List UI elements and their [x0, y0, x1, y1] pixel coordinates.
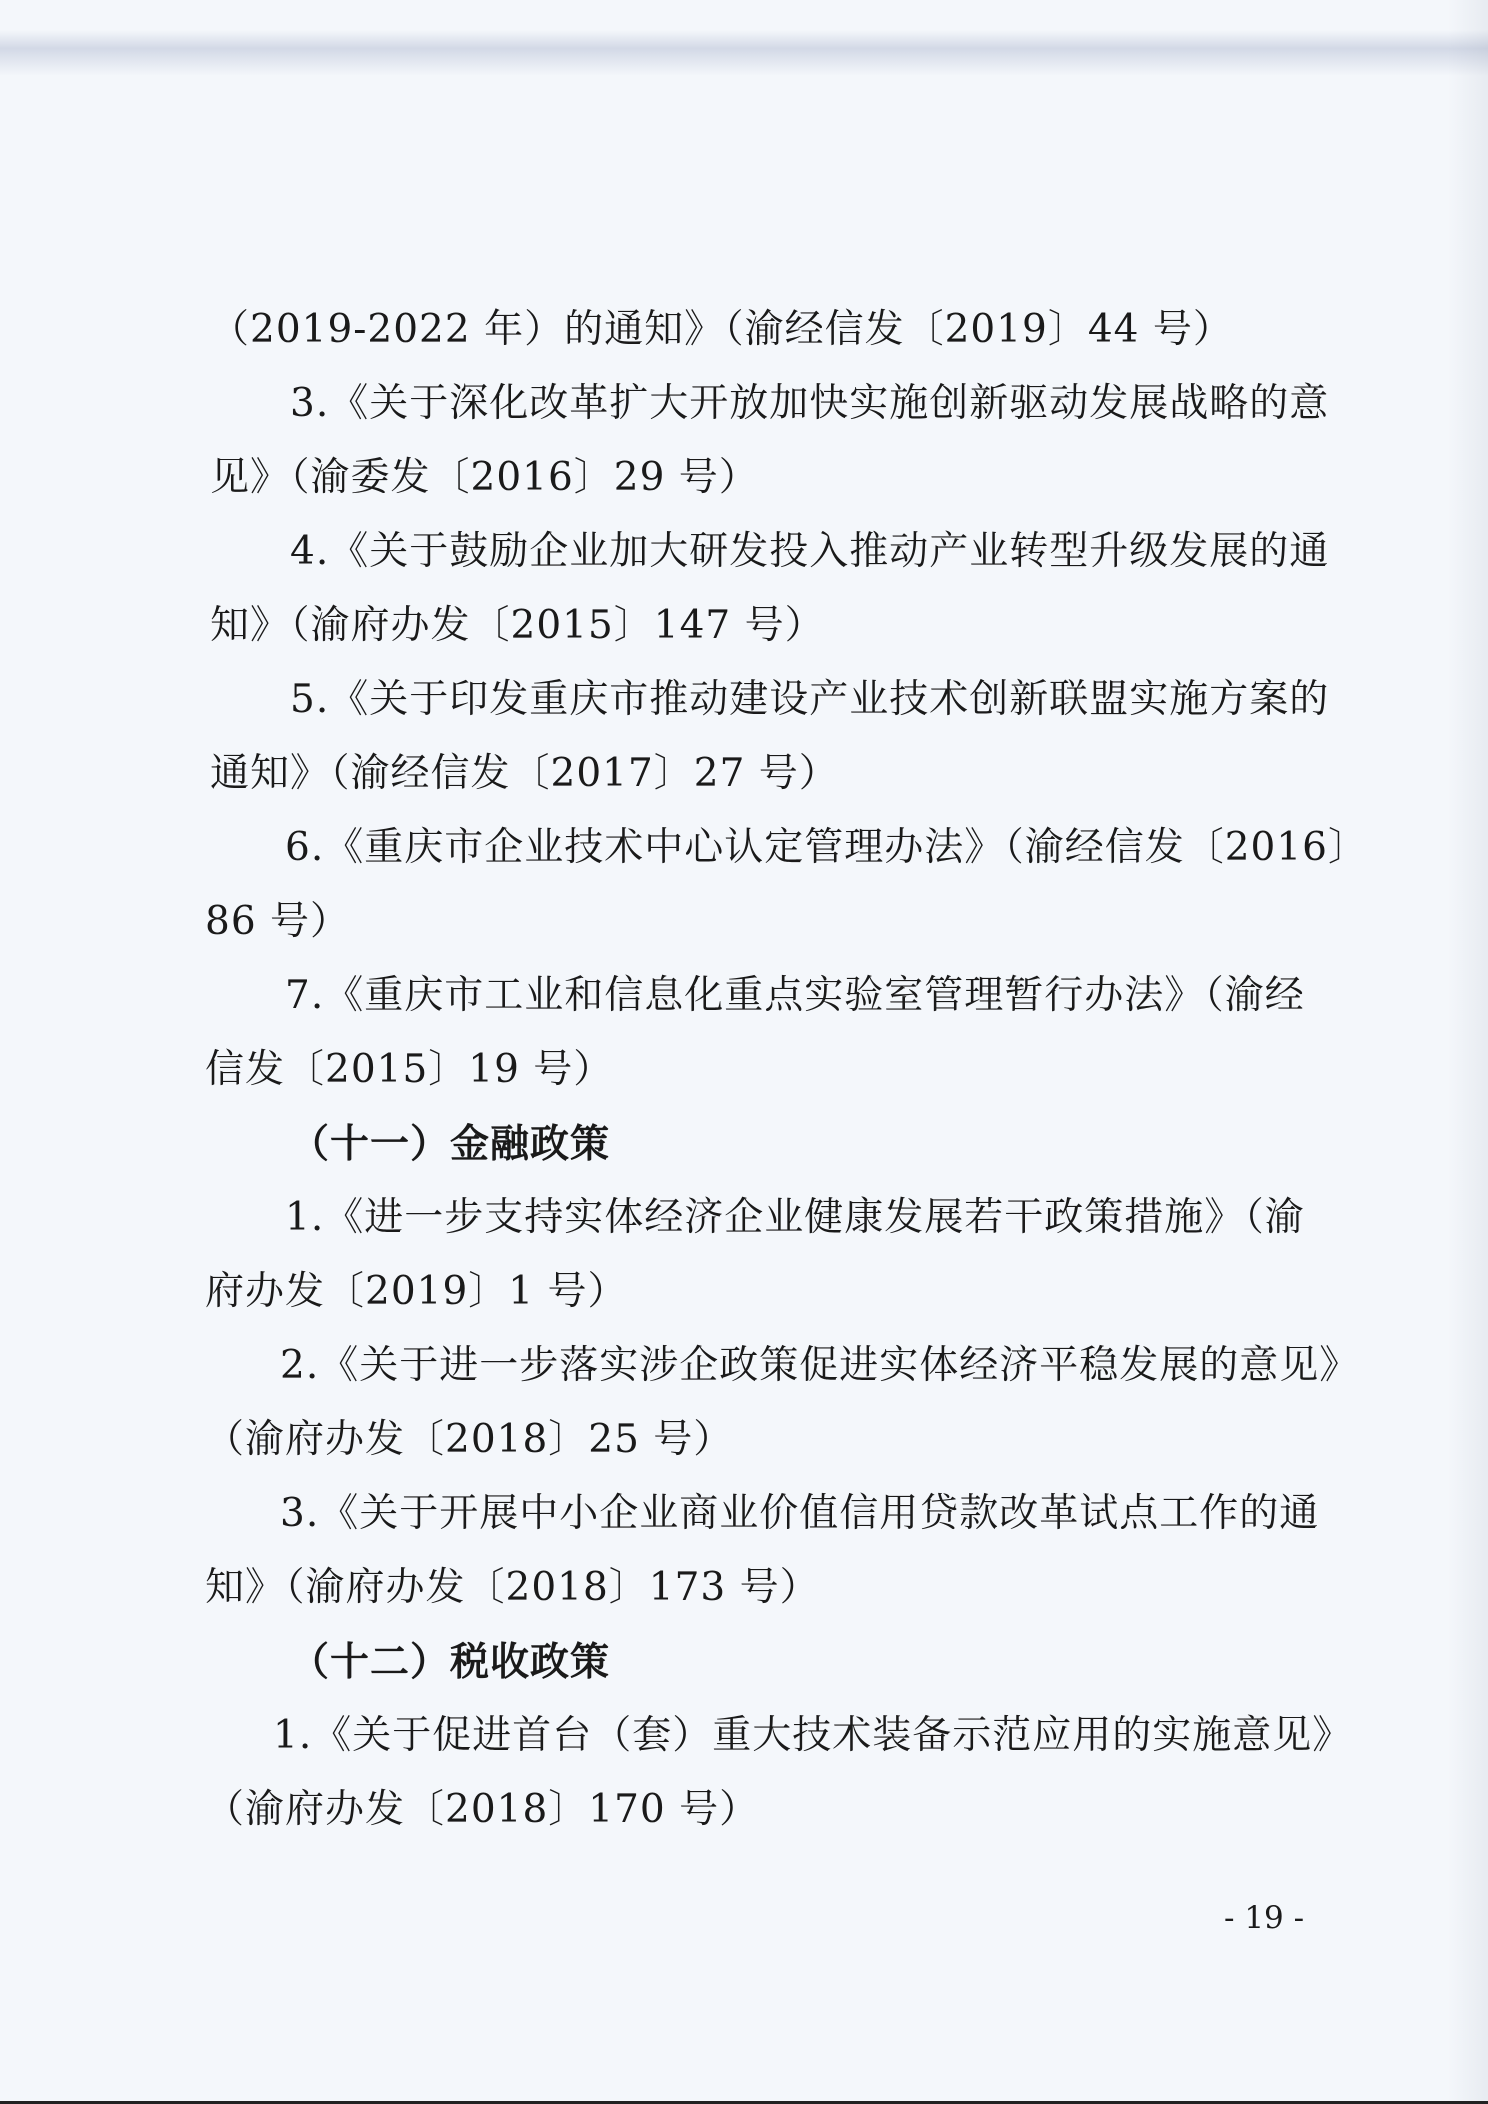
list-item-start: 1.《进一步支持实体经济企业健康发展若干政策措施》（渝 — [285, 1195, 1305, 1240]
list-item-start: 4.《关于鼓励企业加大研发投入推动产业转型升级发展的通 — [290, 529, 1330, 574]
section-heading: （十二）税收政策 — [290, 1639, 611, 1685]
list-item-start: 6.《重庆市企业技术中心认定管理办法》（渝经信发〔2016〕 — [285, 825, 1368, 870]
text-line: （渝府办发〔2018〕25 号） — [205, 1417, 734, 1462]
text-line: 信发〔2015〕19 号） — [205, 1047, 614, 1092]
text-line: 府办发〔2019〕1 号） — [205, 1269, 628, 1314]
page-number: - 19 - — [1224, 1900, 1305, 1936]
text-line: 知》（渝府办发〔2018〕173 号） — [205, 1565, 820, 1610]
list-item-start: 7.《重庆市工业和信息化重点实验室管理暂行办法》（渝经 — [285, 973, 1305, 1018]
text-line: （2019-2022 年）的通知》（渝经信发〔2019〕44 号） — [210, 307, 1233, 352]
text-line: 见》（渝委发〔2016〕29 号） — [210, 455, 759, 500]
text-line: 86 号） — [205, 899, 351, 944]
text-line: 知》（渝府办发〔2015〕147 号） — [210, 603, 825, 648]
list-item-start: 1.《关于促进首台（套）重大技术装备示范应用的实施意见》 — [273, 1713, 1353, 1758]
list-item-start: 5.《关于印发重庆市推动建设产业技术创新联盟实施方案的 — [290, 677, 1330, 722]
text-line: （渝府办发〔2018〕170 号） — [205, 1787, 760, 1832]
text-line: 通知》（渝经信发〔2017〕27 号） — [210, 751, 839, 796]
list-item-start: 3.《关于开展中小企业商业价值信用贷款改革试点工作的通 — [280, 1491, 1320, 1536]
section-heading: （十一）金融政策 — [290, 1121, 611, 1167]
list-item-start: 2.《关于进一步落实涉企政策促进实体经济平稳发展的意见》 — [280, 1343, 1360, 1388]
list-item-start: 3.《关于深化改革扩大开放加快实施创新驱动发展战略的意 — [290, 381, 1330, 426]
